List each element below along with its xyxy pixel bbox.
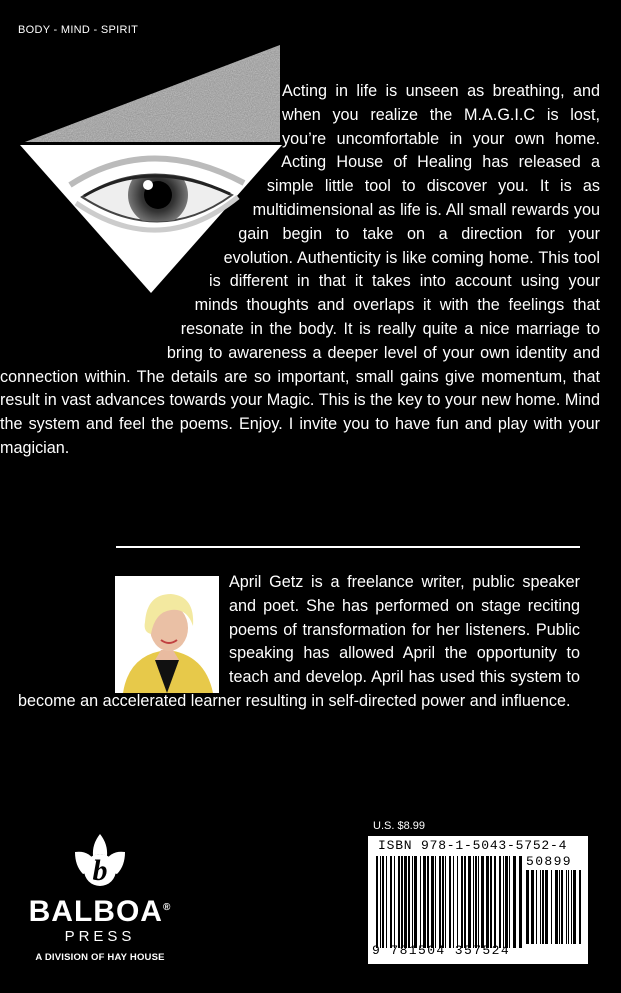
lotus-b-letter: b [92, 854, 108, 887]
barcode-bar [571, 870, 572, 944]
author-bio [18, 571, 580, 714]
lotus-b-icon [71, 832, 129, 888]
barcode-bar [414, 856, 417, 948]
publisher-name: BALBOA® [28, 895, 172, 928]
publisher-logo [26, 832, 174, 963]
section-divider [116, 546, 580, 548]
barcode-bar [561, 870, 563, 944]
barcode-bar [473, 856, 474, 948]
barcode-bar [427, 856, 429, 948]
ean-digits: 9 781504 357524 [372, 943, 511, 958]
barcode-bar [380, 856, 381, 948]
barcode-bar [494, 856, 496, 948]
back-cover-blurb [0, 80, 600, 530]
barcode-bar [453, 856, 454, 948]
barcode-bar [542, 870, 544, 944]
barcode-bar [445, 856, 446, 948]
barcode-bar [551, 870, 552, 944]
barcode-bar [464, 856, 466, 948]
barcode-bar [408, 856, 410, 948]
barcode-bar [398, 856, 400, 948]
barcode-bar [505, 856, 508, 948]
barcode-bar [526, 870, 529, 944]
barcode-bar [573, 870, 576, 944]
barcode-bar [401, 856, 403, 948]
barcode-bar [481, 856, 484, 948]
barcode-bar [461, 856, 463, 948]
barcode-bar [540, 870, 541, 944]
barcode-bar [555, 870, 558, 944]
barcode-bar [531, 870, 534, 944]
publisher-imprint: PRESS [64, 928, 136, 945]
barcode-bar [376, 856, 378, 948]
isbn-label: ISBN 978-1-5043-5752-4 [378, 838, 568, 853]
publisher-tagline: A DIVISION OF HAY HOUSE [35, 952, 165, 963]
barcode-bar [420, 856, 421, 948]
barcode-bar [513, 856, 516, 948]
barcode-bar [468, 856, 471, 948]
barcode-bar [386, 856, 387, 948]
barcode-bar [404, 856, 407, 948]
barcode-bar [382, 856, 384, 948]
barcode-bar [579, 870, 581, 944]
barcode-bar [390, 856, 392, 948]
price-label: U.S. $8.99 [373, 820, 425, 832]
barcode-bar [486, 856, 489, 948]
blurb-text: Acting in life is unseen as breathing, and when you realize the M.A.G.I.C is lost, you’re uncomfortable in your own home. Acting House of Healing has released a simple little tool to discover you. It is as multidimensional as life is. All small rewards you gain begin to take on a direction for your evolution. Authenticity is like coming home. This tool is different in that it takes into account using your minds thoughts and overlaps it with the feelings that resonate in the body. It is really quite a nice marriage to bring to awareness a deeper level of your own identity and connection within. The details are so important, small gains give momentum, that result in vast advances towards your Magic. This is the key to your new home. Mind the system and feel the poems. Enjoy. I invite you to have fun and play with your magician. [0, 82, 600, 457]
barcode-bar [503, 856, 504, 948]
barcode-bar [439, 856, 441, 948]
barcode-bar [412, 856, 413, 948]
barcode-bar [545, 870, 548, 944]
addon-digits: 50899 [526, 854, 573, 869]
barcode-bar [509, 856, 510, 948]
ean-bars [376, 856, 522, 948]
category-label: BODY - MIND - SPIRIT [18, 24, 139, 36]
barcode-bar [499, 856, 501, 948]
barcode-bar [449, 856, 451, 948]
barcode-bar [519, 856, 522, 948]
barcode-bar [394, 856, 395, 948]
barcode-bar [568, 870, 569, 944]
barcode-bar [566, 870, 567, 944]
isbn-barcode [368, 836, 588, 964]
barcode-bar [435, 856, 436, 948]
barcode-bar [536, 870, 537, 944]
addon-bars [526, 870, 582, 944]
barcode-bar [431, 856, 434, 948]
barcode-bar [457, 856, 458, 948]
barcode-bar [442, 856, 444, 948]
barcode-bar [559, 870, 560, 944]
author-bio-text: April Getz is a freelance writer, public speaker and poet. She has performed on stage reciting poems of transformation for her listeners. Public speaking has allowed April the opportunity to teach and develop. April has used this system to become an accelerated learner resulting in self-directed power and influence. [18, 573, 580, 710]
barcode-bar [490, 856, 492, 948]
barcode-bar [478, 856, 479, 948]
barcode-bar [423, 856, 426, 948]
barcode-bar [475, 856, 477, 948]
